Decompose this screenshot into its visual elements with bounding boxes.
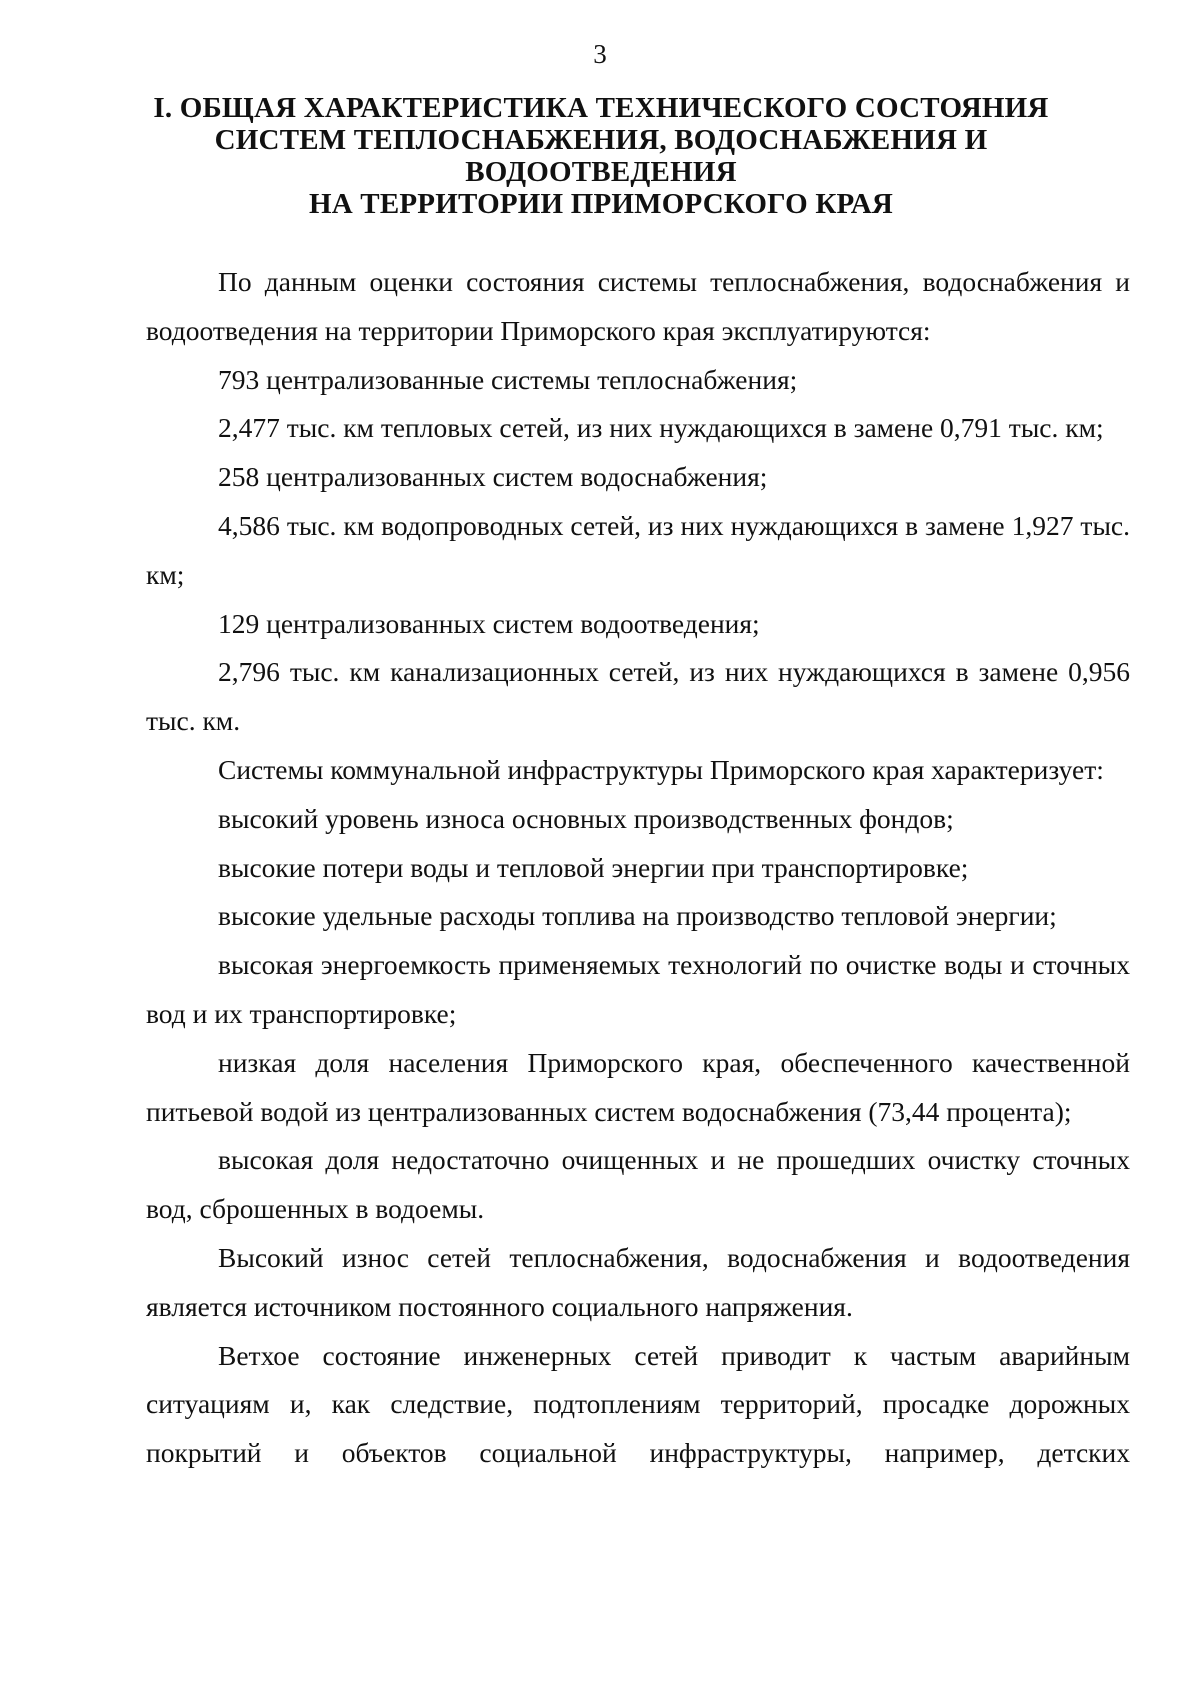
section-title (130, 92, 1072, 220)
paragraph: По данным оценки состояния системы теплоснабжения, водоснабжения и водоотведения на территории Приморского края эксплуатируются: (146, 266, 1130, 346)
paragraph: высокие удельные расходы топлива на производство тепловой энергии; (218, 900, 1057, 932)
paragraph: высокий уровень износа основных производственных фондов; (218, 802, 954, 834)
paragraph: Высокий износ сетей теплоснабжения, водоснабжения и водоотведения является источником постоянного социального напряжения. (146, 1241, 1130, 1322)
section-title-line: ВОДООТВЕДЕНИЯ (465, 156, 737, 188)
paragraph: низкая доля населения Приморского края, обеспеченного качественной питьевой водой из централизованных систем водоснабжения (73,44 процента); (146, 1046, 1130, 1127)
paragraph: 4,586 тыс. км водопроводных сетей, из них нуждающихся в замене 1,927 тыс. км; (146, 509, 1130, 590)
section-title-line: I. ОБЩАЯ ХАРАКТЕРИСТИКА ТЕХНИЧЕСКОГО СОСТОЯНИЯ (153, 92, 1049, 124)
paragraph: высокая доля недостаточно очищенных и не прошедших очистку сточных вод, сброшенных в водоемы. (146, 1144, 1130, 1225)
paragraph: 2,477 тыс. км тепловых сетей, из них нуждающихся в замене 0,791 тыс. км; (218, 412, 1104, 444)
paragraph: Системы коммунальной инфраструктуры Приморского края характеризует: (218, 753, 1104, 785)
section-title-line: СИСТЕМ ТЕПЛОСНАБЖЕНИЯ, ВОДОСНАБЖЕНИЯ И (214, 124, 988, 156)
paragraph: 129 централизованных систем водоотведения; (218, 607, 760, 639)
paragraph: 793 централизованные системы теплоснабжения; (218, 363, 798, 395)
paragraph: высокая энергоемкость применяемых технологий по очистке воды и сточных вод и их транспортировке; (146, 949, 1130, 1029)
document-body (146, 258, 1130, 1478)
paragraph: Ветхое состояние инженерных сетей приводит к частым аварийным ситуациям и, как следствие, подтоплениям территорий, просадке дорожных покрытий и объектов социальной инфраструктуры, например, детских (146, 1339, 1130, 1469)
paragraph: высокие потери воды и тепловой энергии при транспортировке; (218, 851, 969, 883)
paragraph: 258 централизованных систем водоснабжения; (218, 461, 768, 493)
paragraph: 2,796 тыс. км канализационных сетей, из них нуждающихся в замене 0,956 тыс. км. (146, 656, 1130, 737)
page-number: 3 (593, 39, 607, 69)
section-title-line: НА ТЕРРИТОРИИ ПРИМОРСКОГО КРАЯ (308, 188, 894, 220)
